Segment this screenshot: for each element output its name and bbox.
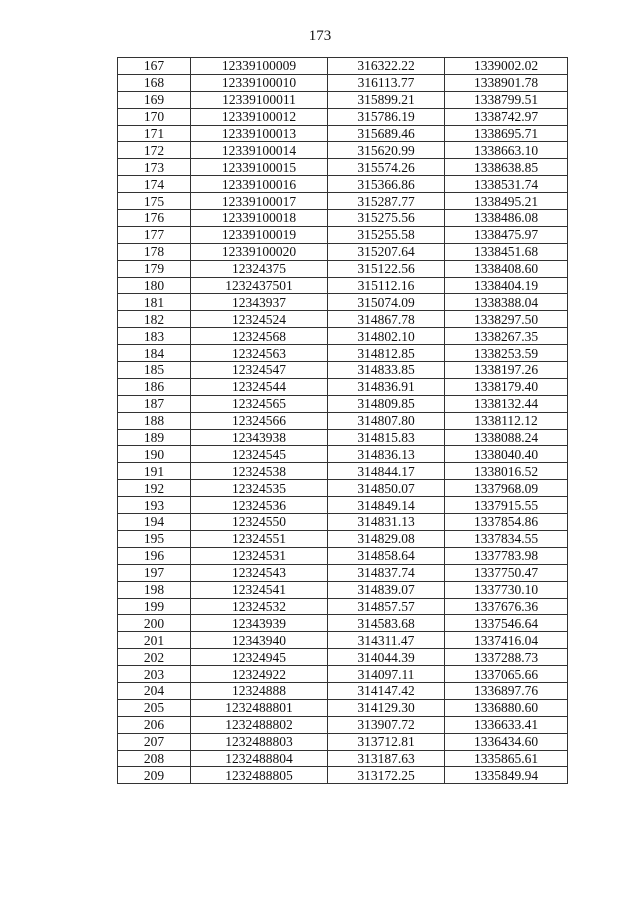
point-number-cell: 185 [118,362,191,379]
x-coordinate-cell: 315786.19 [328,108,445,125]
x-coordinate-cell: 315620.99 [328,142,445,159]
y-coordinate-cell: 1338253.59 [445,345,568,362]
table-row [118,58,568,75]
x-coordinate-cell: 314850.07 [328,480,445,497]
point-number-cell: 172 [118,142,191,159]
table-row [118,733,568,750]
x-coordinate-cell: 314829.08 [328,530,445,547]
x-coordinate-cell: 314311.47 [328,632,445,649]
point-number-cell: 207 [118,733,191,750]
point-number-cell: 174 [118,176,191,193]
x-coordinate-cell: 313172.25 [328,767,445,784]
y-coordinate-cell: 1338267.35 [445,328,568,345]
x-coordinate-cell: 315689.46 [328,125,445,142]
x-coordinate-cell: 315255.58 [328,226,445,243]
y-coordinate-cell: 1338663.10 [445,142,568,159]
point-id-cell: 12339100020 [191,243,328,260]
x-coordinate-cell: 315899.21 [328,91,445,108]
point-number-cell: 194 [118,514,191,531]
y-coordinate-cell: 1338016.52 [445,463,568,480]
point-number-cell: 188 [118,412,191,429]
table-row [118,682,568,699]
y-coordinate-cell: 1338486.08 [445,210,568,227]
y-coordinate-cell: 1338901.78 [445,74,568,91]
y-coordinate-cell: 1337968.09 [445,480,568,497]
y-coordinate-cell: 1338388.04 [445,294,568,311]
point-id-cell: 12324532 [191,598,328,615]
point-id-cell: 1232437501 [191,277,328,294]
table-row [118,666,568,683]
y-coordinate-cell: 1337854.86 [445,514,568,531]
table-row [118,514,568,531]
coordinates-table-body [118,58,568,784]
point-id-cell: 12343940 [191,632,328,649]
y-coordinate-cell: 1338088.24 [445,429,568,446]
point-id-cell: 12324551 [191,530,328,547]
x-coordinate-cell: 313907.72 [328,716,445,733]
x-coordinate-cell: 314831.13 [328,514,445,531]
point-number-cell: 200 [118,615,191,632]
y-coordinate-cell: 1335849.94 [445,767,568,784]
point-number-cell: 170 [118,108,191,125]
table-row [118,547,568,564]
point-number-cell: 201 [118,632,191,649]
table-row [118,193,568,210]
y-coordinate-cell: 1338112.12 [445,412,568,429]
point-id-cell: 12324550 [191,514,328,531]
y-coordinate-cell: 1336897.76 [445,682,568,699]
x-coordinate-cell: 313187.63 [328,750,445,767]
point-number-cell: 197 [118,564,191,581]
table-row [118,480,568,497]
x-coordinate-cell: 314097.11 [328,666,445,683]
table-row [118,530,568,547]
x-coordinate-cell: 315112.16 [328,277,445,294]
point-number-cell: 198 [118,581,191,598]
y-coordinate-cell: 1338695.71 [445,125,568,142]
point-id-cell: 1232488802 [191,716,328,733]
x-coordinate-cell: 316113.77 [328,74,445,91]
y-coordinate-cell: 1337915.55 [445,497,568,514]
table-row [118,125,568,142]
table-row [118,649,568,666]
x-coordinate-cell: 314833.85 [328,362,445,379]
point-number-cell: 177 [118,226,191,243]
point-number-cell: 206 [118,716,191,733]
x-coordinate-cell: 314844.17 [328,463,445,480]
table-row [118,632,568,649]
x-coordinate-cell: 314147.42 [328,682,445,699]
table-row [118,311,568,328]
point-id-cell: 12324565 [191,395,328,412]
point-number-cell: 209 [118,767,191,784]
y-coordinate-cell: 1337288.73 [445,649,568,666]
point-id-cell: 12324541 [191,581,328,598]
table-row [118,74,568,91]
y-coordinate-cell: 1338531.74 [445,176,568,193]
table-row [118,767,568,784]
x-coordinate-cell: 313712.81 [328,733,445,750]
point-number-cell: 195 [118,530,191,547]
x-coordinate-cell: 315366.86 [328,176,445,193]
point-number-cell: 190 [118,446,191,463]
table-row [118,429,568,446]
x-coordinate-cell: 314839.07 [328,581,445,598]
y-coordinate-cell: 1338638.85 [445,159,568,176]
point-id-cell: 12324545 [191,446,328,463]
point-number-cell: 181 [118,294,191,311]
point-number-cell: 196 [118,547,191,564]
y-coordinate-cell: 1335865.61 [445,750,568,767]
x-coordinate-cell: 315275.56 [328,210,445,227]
point-number-cell: 202 [118,649,191,666]
point-id-cell: 12339100019 [191,226,328,243]
point-number-cell: 168 [118,74,191,91]
table-row [118,260,568,277]
x-coordinate-cell: 314836.91 [328,378,445,395]
point-id-cell: 12339100012 [191,108,328,125]
x-coordinate-cell: 314837.74 [328,564,445,581]
point-id-cell: 12324538 [191,463,328,480]
x-coordinate-cell: 315574.26 [328,159,445,176]
point-id-cell: 12324544 [191,378,328,395]
y-coordinate-cell: 1336434.60 [445,733,568,750]
y-coordinate-cell: 1337065.66 [445,666,568,683]
table-row [118,716,568,733]
point-id-cell: 12343938 [191,429,328,446]
table-row [118,463,568,480]
point-number-cell: 180 [118,277,191,294]
point-number-cell: 189 [118,429,191,446]
table-row [118,176,568,193]
point-number-cell: 204 [118,682,191,699]
point-id-cell: 1232488803 [191,733,328,750]
y-coordinate-cell: 1336880.60 [445,699,568,716]
table-row [118,142,568,159]
table-row [118,91,568,108]
x-coordinate-cell: 315287.77 [328,193,445,210]
y-coordinate-cell: 1337834.55 [445,530,568,547]
point-number-cell: 169 [118,91,191,108]
y-coordinate-cell: 1338451.68 [445,243,568,260]
point-number-cell: 205 [118,699,191,716]
table-row [118,699,568,716]
point-number-cell: 171 [118,125,191,142]
point-id-cell: 12339100016 [191,176,328,193]
y-coordinate-cell: 1337750.47 [445,564,568,581]
point-number-cell: 192 [118,480,191,497]
point-id-cell: 12324524 [191,311,328,328]
y-coordinate-cell: 1337676.36 [445,598,568,615]
x-coordinate-cell: 314815.83 [328,429,445,446]
x-coordinate-cell: 314807.80 [328,412,445,429]
y-coordinate-cell: 1338404.19 [445,277,568,294]
point-id-cell: 12324568 [191,328,328,345]
y-coordinate-cell: 1337783.98 [445,547,568,564]
point-id-cell: 12339100015 [191,159,328,176]
table-row [118,226,568,243]
point-id-cell: 12339100011 [191,91,328,108]
x-coordinate-cell: 314812.85 [328,345,445,362]
y-coordinate-cell: 1338297.50 [445,311,568,328]
point-id-cell: 12339100018 [191,210,328,227]
point-number-cell: 191 [118,463,191,480]
x-coordinate-cell: 314129.30 [328,699,445,716]
point-id-cell: 12324922 [191,666,328,683]
x-coordinate-cell: 315207.64 [328,243,445,260]
table-row [118,210,568,227]
point-number-cell: 183 [118,328,191,345]
y-coordinate-cell: 1338040.40 [445,446,568,463]
x-coordinate-cell: 314849.14 [328,497,445,514]
table-row [118,395,568,412]
table-row [118,378,568,395]
point-number-cell: 178 [118,243,191,260]
point-number-cell: 175 [118,193,191,210]
point-id-cell: 1232488801 [191,699,328,716]
point-number-cell: 187 [118,395,191,412]
y-coordinate-cell: 1339002.02 [445,58,568,75]
x-coordinate-cell: 314836.13 [328,446,445,463]
x-coordinate-cell: 314044.39 [328,649,445,666]
y-coordinate-cell: 1337730.10 [445,581,568,598]
point-id-cell: 12324531 [191,547,328,564]
table-row [118,598,568,615]
y-coordinate-cell: 1336633.41 [445,716,568,733]
x-coordinate-cell: 316322.22 [328,58,445,75]
x-coordinate-cell: 315074.09 [328,294,445,311]
x-coordinate-cell: 314809.85 [328,395,445,412]
y-coordinate-cell: 1338495.21 [445,193,568,210]
y-coordinate-cell: 1338408.60 [445,260,568,277]
x-coordinate-cell: 314858.64 [328,547,445,564]
point-number-cell: 176 [118,210,191,227]
table-row [118,412,568,429]
point-id-cell: 12324535 [191,480,328,497]
point-number-cell: 208 [118,750,191,767]
point-id-cell: 12324375 [191,260,328,277]
point-id-cell: 12324566 [191,412,328,429]
point-id-cell: 12339100014 [191,142,328,159]
point-id-cell: 1232488804 [191,750,328,767]
table-row [118,243,568,260]
table-row [118,108,568,125]
point-id-cell: 12324536 [191,497,328,514]
y-coordinate-cell: 1338799.51 [445,91,568,108]
x-coordinate-cell: 314583.68 [328,615,445,632]
point-id-cell: 12324547 [191,362,328,379]
table-row [118,581,568,598]
point-number-cell: 199 [118,598,191,615]
point-number-cell: 184 [118,345,191,362]
point-number-cell: 203 [118,666,191,683]
table-row [118,159,568,176]
point-id-cell: 12324563 [191,345,328,362]
point-id-cell: 12339100010 [191,74,328,91]
point-id-cell: 12324543 [191,564,328,581]
point-id-cell: 12324888 [191,682,328,699]
table-row [118,564,568,581]
point-id-cell: 12343939 [191,615,328,632]
page-number: 173 [308,28,332,44]
point-id-cell: 12324945 [191,649,328,666]
table-row [118,362,568,379]
table-row [118,345,568,362]
point-id-cell: 1232488805 [191,767,328,784]
x-coordinate-cell: 314867.78 [328,311,445,328]
point-id-cell: 12339100013 [191,125,328,142]
y-coordinate-cell: 1338475.97 [445,226,568,243]
point-id-cell: 12339100009 [191,58,328,75]
x-coordinate-cell: 314802.10 [328,328,445,345]
x-coordinate-cell: 315122.56 [328,260,445,277]
y-coordinate-cell: 1338197.26 [445,362,568,379]
point-number-cell: 173 [118,159,191,176]
table-row [118,497,568,514]
point-number-cell: 193 [118,497,191,514]
y-coordinate-cell: 1337416.04 [445,632,568,649]
table-row [118,750,568,767]
y-coordinate-cell: 1338179.40 [445,378,568,395]
y-coordinate-cell: 1338132.44 [445,395,568,412]
y-coordinate-cell: 1338742.97 [445,108,568,125]
table-row [118,277,568,294]
point-id-cell: 12339100017 [191,193,328,210]
table-row [118,328,568,345]
point-number-cell: 186 [118,378,191,395]
point-id-cell: 12343937 [191,294,328,311]
table-row [118,294,568,311]
point-number-cell: 167 [118,58,191,75]
point-number-cell: 179 [118,260,191,277]
x-coordinate-cell: 314857.57 [328,598,445,615]
table-row [118,615,568,632]
y-coordinate-cell: 1337546.64 [445,615,568,632]
point-number-cell: 182 [118,311,191,328]
coordinates-table [117,57,568,784]
table-row [118,446,568,463]
